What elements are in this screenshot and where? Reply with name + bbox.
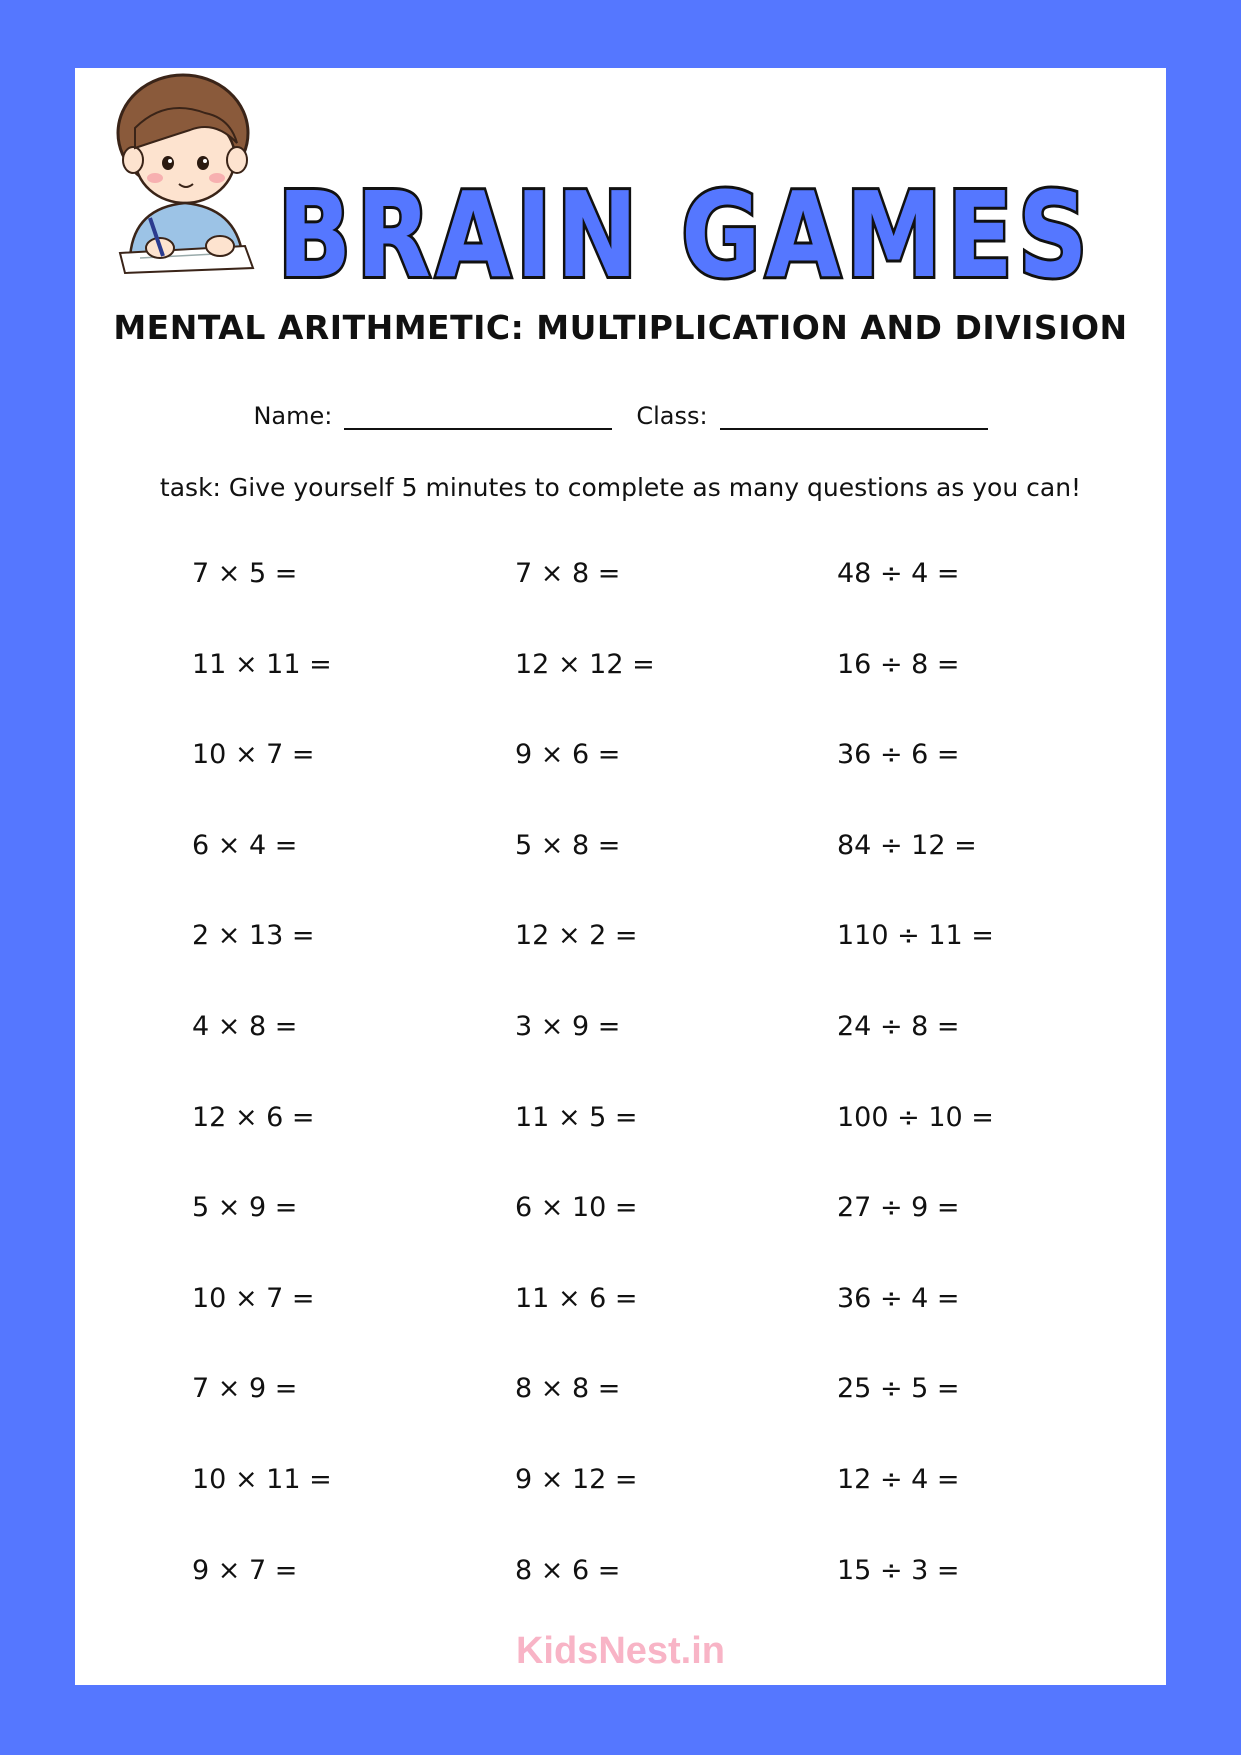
- problem: 12 ÷ 4 =: [837, 1463, 960, 1495]
- boy-writing-icon: [95, 58, 270, 273]
- problem: 36 ÷ 4 =: [837, 1282, 960, 1314]
- problem: 3 × 9 =: [515, 1010, 621, 1042]
- problem: 8 × 6 =: [515, 1554, 621, 1586]
- problem: 6 × 4 =: [192, 829, 298, 861]
- problem: 12 × 12 =: [515, 648, 655, 680]
- problem: 10 × 7 =: [192, 1282, 315, 1314]
- problem: 24 ÷ 8 =: [837, 1010, 960, 1042]
- problem: 6 × 10 =: [515, 1192, 638, 1224]
- task-instructions: task: Give yourself 5 minutes to complete as many questions as you can!: [159, 473, 1082, 502]
- name-blank[interactable]: [344, 398, 612, 430]
- brand-title: [270, 158, 1100, 304]
- problem: 5 × 8 =: [515, 829, 621, 861]
- problem: 16 ÷ 8 =: [837, 648, 960, 680]
- class-field: [636, 398, 987, 430]
- problem: 36 ÷ 6 =: [837, 739, 960, 771]
- problem: 84 ÷ 12 =: [837, 829, 977, 861]
- svg-text:BRAIN GAMES: BRAIN GAMES: [277, 166, 1093, 304]
- problem: 4 × 8 =: [192, 1010, 298, 1042]
- problem: 9 × 6 =: [515, 739, 621, 771]
- problem: 2 × 13 =: [192, 920, 315, 952]
- problem: 11 × 5 =: [515, 1101, 638, 1133]
- class-label: Class:: [636, 402, 708, 430]
- problem: 9 × 12 =: [515, 1463, 638, 1495]
- student-info: [75, 398, 1166, 430]
- problem: 100 ÷ 10 =: [837, 1101, 994, 1133]
- problem: 7 × 9 =: [192, 1373, 298, 1405]
- problem: 15 ÷ 3 =: [837, 1554, 960, 1586]
- class-blank[interactable]: [720, 398, 988, 430]
- problem: 11 × 6 =: [515, 1282, 638, 1314]
- problem: 10 × 7 =: [192, 739, 315, 771]
- problem-grid: [192, 560, 1097, 1647]
- worksheet-subtitle: MENTAL ARITHMETIC: MULTIPLICATION AND DIVISION: [113, 308, 1128, 347]
- problem: 12 × 2 =: [515, 920, 638, 952]
- name-label: Name:: [253, 402, 333, 430]
- name-field: [253, 398, 612, 430]
- problem: 7 × 5 =: [192, 558, 298, 589]
- problem: 12 × 6 =: [192, 1101, 315, 1133]
- worksheet-page: [75, 68, 1166, 1685]
- footer-brand: KidsNest.in: [515, 1630, 726, 1672]
- problem: 10 × 11 =: [192, 1463, 332, 1495]
- problem: 11 × 11 =: [192, 648, 332, 680]
- problem: 27 ÷ 9 =: [837, 1192, 960, 1224]
- problem: 25 ÷ 5 =: [837, 1373, 960, 1405]
- problem: 110 ÷ 11 =: [837, 920, 994, 952]
- problem: 48 ÷ 4 =: [837, 558, 960, 589]
- problem: 7 × 8 =: [515, 558, 621, 589]
- problem: 5 × 9 =: [192, 1192, 298, 1224]
- problem: 8 × 8 =: [515, 1373, 621, 1405]
- problem: 9 × 7 =: [192, 1554, 298, 1586]
